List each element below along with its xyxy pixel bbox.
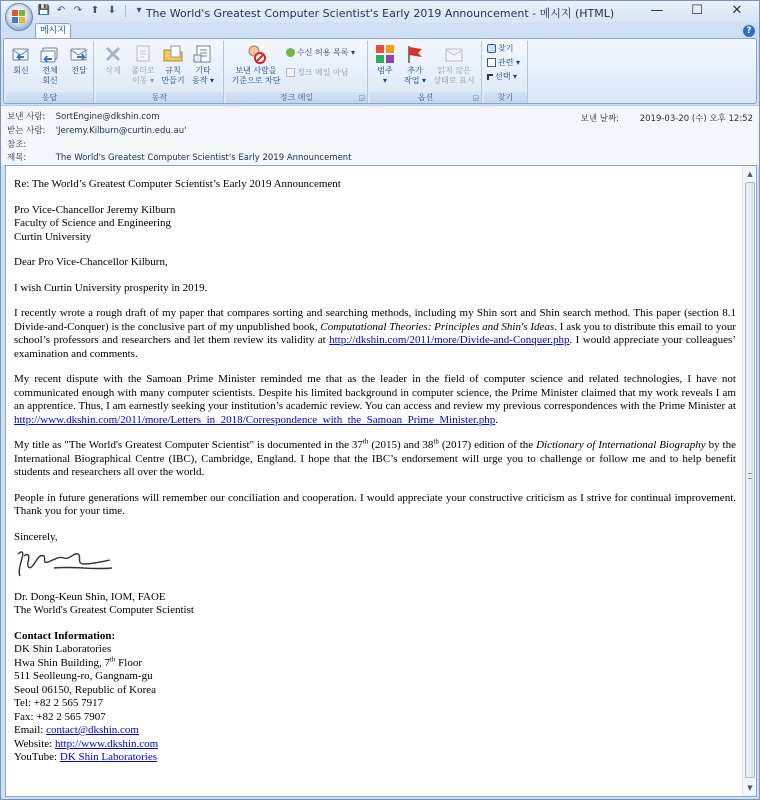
email-link[interactable]: contact@dkshin.com <box>46 724 139 736</box>
addressee-line-3: Curtin University <box>14 230 92 243</box>
reply-all-icon <box>39 43 61 65</box>
divide-and-conquer-link[interactable]: http://dkshin.com/2011/more/Divide-and-Conquer.php <box>329 334 570 346</box>
dialog-launcher-icon[interactable]: ◲ <box>472 94 479 102</box>
delete-label: 삭제 <box>105 66 121 75</box>
categorize-label-2: ▾ <box>382 76 387 85</box>
next-item-icon[interactable]: ⬇ <box>107 5 117 16</box>
p1-text-b: . I ask you to distribute this email to your school’s professors and researchers and let them review its validity at <box>14 320 736 346</box>
create-rule-button[interactable] <box>160 43 186 86</box>
find-label: 찾기 <box>498 44 514 53</box>
redo-icon[interactable]: ↷ <box>73 5 83 16</box>
title-bar <box>1 1 759 23</box>
reply-all-button[interactable] <box>37 43 63 86</box>
cc-label: 참조: <box>7 140 27 150</box>
sent-date-label: 보낸 날짜: <box>580 114 620 124</box>
p3-text-d: by the International Biographical Centre (IBC), Cambridge, England. I hope that the IBC’s endorsement will urge you to challenge or follow me and to help benefit students and researchers all over the world. <box>14 439 736 478</box>
categorize-button[interactable] <box>372 43 398 86</box>
delete-icon <box>102 43 124 65</box>
find-button[interactable] <box>487 43 513 55</box>
flag-icon <box>404 43 426 65</box>
youtube-link[interactable]: DK Shin Laboratories <box>59 751 158 763</box>
forward-label: 전달 <box>71 66 87 75</box>
rules-label-1: 규칙 <box>165 66 181 75</box>
signer-title: The World's Greatest Computer Scientist <box>14 604 194 616</box>
followup-label-2: 작업 ▾ <box>403 76 426 85</box>
select-label: 선택 ▾ <box>495 72 518 81</box>
scroll-thumb[interactable] <box>745 182 755 778</box>
previous-item-icon[interactable]: ⬆ <box>90 5 100 16</box>
safe-list-label: 수신 허용 목록 ▾ <box>297 48 356 57</box>
categorize-label-1: 범주 <box>377 66 393 75</box>
p2-text-a: My recent dispute with the Samoan Prime Minister reminded me that as the leader in the field of computer science and related technologies, I have not communicated enough with many computer scientists. Despite his limited background in computer science, the Prime Minister claimed that my work reveals I am an apprentice. Thus, I am earnestly seeking your institution’s academic review. You can access and review my previous correspondences with the Prime Minister at <box>14 373 736 412</box>
paragraph-1 <box>14 307 736 361</box>
contact-city: Seoul 06150, Republic of Korea <box>14 683 157 696</box>
contact-building-a: Hwa Shin Building, 7 <box>14 656 110 669</box>
vertical-scrollbar[interactable] <box>742 166 756 796</box>
customize-qat-icon[interactable]: ▾ <box>136 5 142 16</box>
paragraph-2 <box>14 373 736 427</box>
maximize-button[interactable]: ☐ <box>691 3 703 18</box>
closing: Sincerely, <box>14 530 58 543</box>
youtube-label: YouTube: <box>14 751 60 763</box>
contact-building-b: Floor <box>115 656 142 669</box>
window-controls <box>637 1 757 23</box>
block-label-2: 기준으로 차단 <box>231 76 281 85</box>
p3-text-a: My title as "The World's Greatest Computer Scientist" is documented in the 37 <box>14 439 363 451</box>
related-icon <box>487 58 496 67</box>
re-line: Re: The World’s Greatest Computer Scientist’s Early 2019 Announcement <box>14 178 341 190</box>
addressee-line-2: Faculty of Science and Engineering <box>14 217 172 229</box>
signature-block <box>14 591 736 618</box>
block-sender-icon <box>245 43 267 65</box>
subject-label: 제목: <box>7 153 27 163</box>
office-button[interactable] <box>5 3 33 31</box>
tab-message[interactable]: 메시지 <box>35 23 71 39</box>
correspondence-link[interactable]: http://www.dkshin.com/2011/more/Letters_in_2018/Correspondence_with_the_Samoan_Prime_Minister.php <box>14 413 496 426</box>
move-to-folder-button[interactable] <box>130 43 156 86</box>
p1-text-c: . I would appreciate your colleagues’ examination and comments. <box>14 334 736 360</box>
office-logo-icon <box>12 10 26 24</box>
scroll-up-button[interactable]: ▲ <box>747 170 753 178</box>
subject-text: The World's Greatest Computer Scientist's Early 2019 Announcement <box>55 153 352 163</box>
paragraph-3 <box>14 439 736 480</box>
move-label-1: 폴더로 <box>131 66 155 75</box>
paragraph-4: People in future generations will remember our conciliation and cooperation. I would appreciate your constructive criticism as I strive for continual improvement. Thank you for your time. <box>14 491 736 517</box>
followup-label-1: 추가 <box>407 66 423 75</box>
message-body-pane[interactable] <box>5 165 757 797</box>
website-label: Website: <box>14 737 55 750</box>
signer-name: Dr. Dong-Keun Shin, IOM, FAOE <box>14 590 166 603</box>
scroll-down-button[interactable]: ▼ <box>747 784 753 792</box>
group-label-respond: 응답 <box>6 92 93 103</box>
dictionary-title: Dictionary of International Biography <box>536 439 706 451</box>
wish-line: I wish Curtin University prosperity in 2019. <box>14 281 208 294</box>
ribbon-group-options <box>370 41 482 103</box>
binoculars-icon <box>487 44 496 53</box>
select-button[interactable] <box>487 71 517 83</box>
contact-fax: Fax: +82 2 565 7907 <box>14 710 106 723</box>
close-button[interactable]: ✕ <box>731 3 743 18</box>
sent-date-row <box>581 112 753 124</box>
ribbon-group-respond <box>6 41 94 103</box>
mark-unread-icon <box>443 43 465 65</box>
contact-tel: Tel: +82 2 565 7917 <box>14 697 104 709</box>
sent-date-value: 2019-03-20 (수) 오후 12:52 <box>639 114 753 124</box>
contact-street: 511 Seolleung-ro, Gangnam-gu <box>14 670 153 682</box>
delete-button[interactable] <box>100 43 126 76</box>
from-row <box>7 111 160 124</box>
message-body <box>14 178 736 777</box>
forward-icon <box>68 43 90 65</box>
other-actions-button[interactable] <box>190 43 216 86</box>
move-label-2: 이동 ▾ <box>131 76 154 85</box>
reply-all-label-1: 전체 <box>42 66 58 75</box>
safe-list-icon <box>286 48 295 57</box>
related-button[interactable] <box>487 57 520 69</box>
not-junk-button[interactable] <box>286 67 348 79</box>
window-title: The World's Greatest Computer Scientist's Early 2019 Announcement - 메시지 (HTML) <box>145 7 615 20</box>
scroll-grip-icon <box>748 473 752 479</box>
categorize-icon <box>374 43 396 65</box>
follow-up-button[interactable] <box>402 43 428 86</box>
website-link[interactable]: http://www.dkshin.com <box>54 737 159 750</box>
mark-unread-label-2: 상태로 표시 <box>433 76 475 85</box>
other-actions-icon <box>192 43 214 65</box>
other-label-2: 동작 ▾ <box>191 76 214 85</box>
group-label-options: 옵션 <box>370 92 481 103</box>
subject-row <box>7 152 352 165</box>
handwritten-signature <box>14 542 114 582</box>
from-address[interactable]: SortEngine@dkshin.com <box>55 112 160 122</box>
safe-list-button[interactable] <box>286 47 355 59</box>
group-label-junk: 정크 메일 <box>226 92 367 103</box>
reply-icon <box>10 43 32 65</box>
contact-block <box>14 630 736 765</box>
not-junk-icon <box>286 68 295 77</box>
p3-text-c: (2017) edition of the <box>438 439 537 451</box>
not-junk-label: 정크 메일 아님 <box>297 68 349 77</box>
ribbon-group-find <box>484 41 528 103</box>
ribbon <box>3 38 757 104</box>
rule-folder-icon <box>162 43 184 65</box>
book-title: Computational Theories: Principles and Shin's Ideas <box>320 320 555 333</box>
contact-org: DK Shin Laboratories <box>14 643 112 655</box>
to-row <box>7 125 186 138</box>
to-address[interactable]: 'Jeremy.Kilburn@curtin.edu.au' <box>55 126 187 136</box>
email-label: Email: <box>14 724 47 736</box>
block-label-1: 보낸 사람을 <box>235 66 277 75</box>
reply-label: 회신 <box>13 66 29 75</box>
p3-sup-2: th <box>433 437 439 446</box>
help-icon[interactable]: ? <box>743 25 755 37</box>
mark-unread-button[interactable] <box>432 43 476 86</box>
group-label-find: 찾기 <box>484 92 527 103</box>
cursor-icon <box>487 74 493 80</box>
addressee-line-1: Pro Vice-Chancellor Jeremy Kilburn <box>14 203 176 216</box>
reply-all-label-2: 회신 <box>42 76 58 85</box>
minimize-button[interactable]: — <box>650 3 664 18</box>
ribbon-group-actions <box>96 41 224 103</box>
mark-unread-label-1: 읽지 않은 <box>437 66 471 75</box>
forward-button[interactable] <box>66 43 92 76</box>
other-label-1: 기타 <box>195 66 211 75</box>
addressee-block <box>14 204 736 245</box>
p3-sup-1: th <box>362 437 369 446</box>
group-label-actions: 동작 <box>96 92 223 103</box>
to-label: 받는 사람: <box>7 126 46 136</box>
contact-building-sup: th <box>109 654 116 663</box>
message-header <box>1 105 759 165</box>
p2-text-b: . <box>495 413 499 426</box>
p3-text-b: (2015) and 38 <box>368 439 434 451</box>
contact-heading: Contact Information: <box>14 629 116 642</box>
ribbon-tab-bar <box>1 23 759 39</box>
move-folder-icon <box>132 43 154 65</box>
block-sender-button[interactable] <box>228 43 284 86</box>
undo-icon[interactable]: ↶ <box>56 5 66 16</box>
dialog-launcher-icon[interactable]: ◲ <box>358 94 365 102</box>
reply-button[interactable] <box>8 43 34 76</box>
from-label: 보낸 사람: <box>7 112 46 122</box>
salutation: Dear Pro Vice-Chancellor Kilburn, <box>14 256 168 268</box>
save-icon[interactable]: 💾 <box>37 5 51 16</box>
related-label: 관련 ▾ <box>498 58 521 67</box>
cc-row <box>7 139 53 152</box>
ribbon-group-junk <box>226 41 368 103</box>
p1-text-a: I recently wrote a rough draft of my paper that compares sorting and searching methods, including my Shin sort and Shin search method. This paper (section 8.1 Divide-and-Conquer) is the conclusive part of my unpublished book, <box>14 307 736 333</box>
rules-label-2: 만들기 <box>161 76 185 85</box>
